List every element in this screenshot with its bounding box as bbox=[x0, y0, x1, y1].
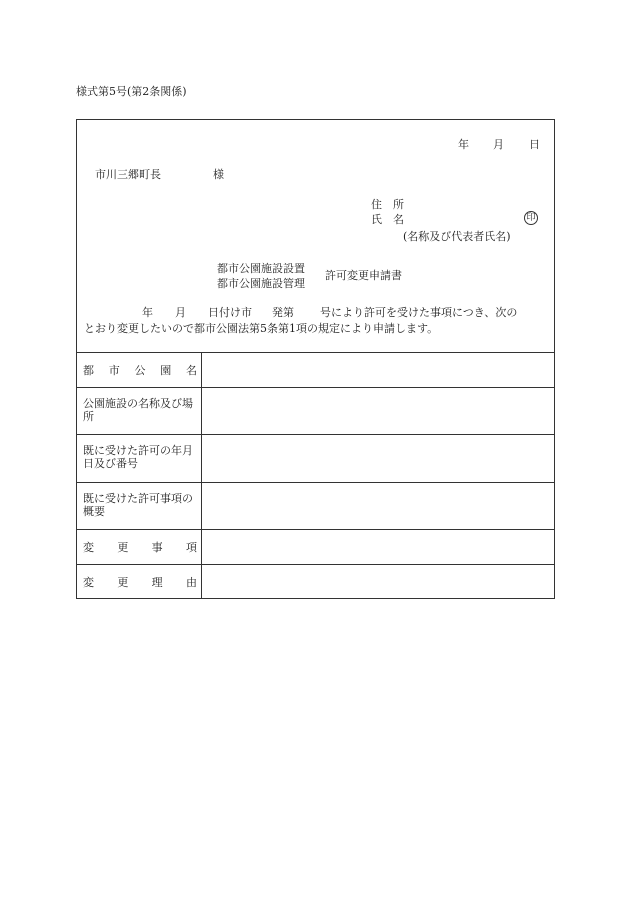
title-option-installation: 都市公園施設設置 bbox=[217, 262, 305, 275]
address-label: 住 所 bbox=[371, 198, 404, 211]
row-divider bbox=[77, 434, 554, 435]
seal-mark: 印 bbox=[524, 211, 538, 225]
body-text-line-2: とおり変更したいので都市公園法第5条第1項の規定により申請します。 bbox=[84, 322, 439, 335]
row-divider bbox=[77, 564, 554, 565]
addressee: 市川三郷町長 bbox=[95, 168, 161, 181]
row-label-facility-name-location: 公園施設の名称及び場所 bbox=[83, 397, 193, 423]
body-text-line-1: 年 月 日付け市 発第 号により許可を受けた事項につき、次の bbox=[142, 306, 518, 319]
name-note: (名称及び代表者氏名) bbox=[403, 230, 511, 243]
date-day-label: 日 bbox=[529, 138, 540, 151]
name-label: 氏 名 bbox=[371, 213, 404, 226]
column-divider bbox=[201, 352, 202, 598]
form-number-label: 様式第5号(第2条関係) bbox=[76, 85, 187, 98]
row-label-change-reason: 変 更 理 由 bbox=[83, 576, 197, 589]
honorific: 様 bbox=[213, 168, 224, 181]
title-option-management: 都市公園施設管理 bbox=[217, 277, 305, 290]
date-year-label: 年 bbox=[458, 138, 469, 151]
table-top-border bbox=[77, 352, 554, 353]
row-label-prior-permit-date-number: 既に受けた許可の年月日及び番号 bbox=[83, 444, 193, 470]
row-divider bbox=[77, 482, 554, 483]
row-divider bbox=[77, 387, 554, 388]
row-label-park-name: 都 市 公 園 名 bbox=[83, 364, 197, 377]
row-label-prior-permit-summary: 既に受けた許可事項の概要 bbox=[83, 492, 193, 518]
row-divider bbox=[77, 529, 554, 530]
date-month-label: 月 bbox=[493, 138, 504, 151]
application-form bbox=[76, 119, 555, 599]
document-title: 許可変更申請書 bbox=[325, 269, 402, 282]
row-label-change-items: 変 更 事 項 bbox=[83, 541, 197, 554]
